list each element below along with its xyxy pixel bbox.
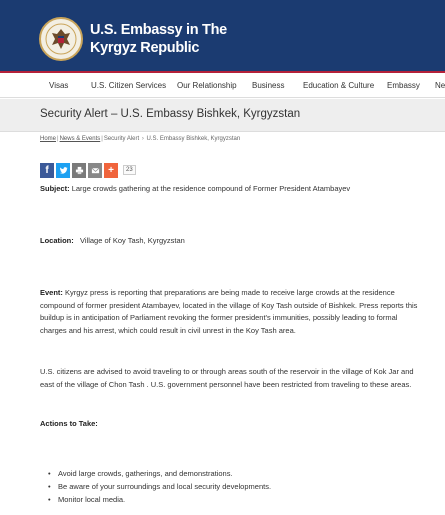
list-item: • Monitor local media.	[48, 493, 271, 506]
nav-item-news[interactable]: Ne	[435, 81, 445, 90]
list-item: • Avoid large crowds, gatherings, and demonstrations.	[48, 467, 271, 480]
subject-label: Subject:	[40, 184, 70, 193]
subject-text: Large crowds gathering at the residence compound of Former President Atambayev	[71, 184, 351, 193]
site-title-line1: U.S. Embassy in The	[90, 22, 227, 38]
breadcrumb-news-events[interactable]: News & Events	[59, 136, 101, 142]
nav-item-embassy[interactable]: Embassy	[387, 81, 420, 90]
site-header	[0, 0, 445, 73]
breadcrumb-home[interactable]: Home	[40, 136, 57, 142]
share-bar	[40, 162, 136, 178]
breadcrumb-security-alert[interactable]: Security Alert	[103, 136, 140, 142]
page-title-bar	[0, 99, 445, 132]
advice-paragraph	[40, 366, 420, 391]
twitter-icon[interactable]	[56, 163, 70, 178]
nav-item-business[interactable]: Business	[252, 81, 285, 90]
actions-heading	[40, 418, 420, 431]
actions-label: Actions to Take:	[40, 419, 98, 428]
print-icon[interactable]	[72, 163, 86, 178]
event-paragraph	[40, 287, 420, 337]
breadcrumb-current: U.S. Embassy Bishkek, Kyrgyzstan	[146, 136, 241, 142]
nav-item-visas[interactable]: Visas	[49, 81, 69, 90]
plus-icon[interactable]: +	[104, 163, 118, 178]
site-title-line2: Kyrgyz Republic	[90, 40, 200, 56]
email-icon[interactable]	[88, 163, 102, 178]
header-stripe	[0, 71, 445, 73]
advice-text: U.S. citizens are advised to avoid traveling to or through areas south of the reservoir in the village of Kok Jar and east of the village of Chon Tash . U.S. government personnel have been restricted from traveling to these areas.	[40, 367, 414, 389]
event-text: Kyrgyz press is reporting that preparations are being made to receive large crowds at the residence compound of former president Atambayev, located in the village of Koy Tash outside of Bishkek. Press reports this buildup is in anticipation of Parliament revoking the former president's immunities, possibly leading to formal charges and his arrest, which could result in civil unrest in the Koy Tash area.	[40, 288, 418, 335]
breadcrumb: Home|News & Events|Security Alert › U.S. Embassy Bishkek, Kyrgyzstan	[40, 136, 241, 142]
nav-item-us-citizen-services[interactable]: U.S. Citizen Services	[91, 81, 167, 90]
embassy-seal-icon[interactable]	[39, 17, 83, 61]
subject-line	[40, 183, 420, 196]
location-label: Location:	[40, 236, 74, 245]
list-item: • Be aware of your surroundings and local security developments.	[48, 480, 271, 493]
page-title: Security Alert – U.S. Embassy Bishkek, Kyrgyzstan	[40, 108, 301, 120]
nav-item-our-relationship[interactable]: Our Relationship	[177, 81, 237, 90]
site-title[interactable]	[90, 21, 227, 57]
location-text: Village of Koy Tash, Kyrgyzstan	[80, 236, 185, 245]
share-count: 23	[123, 165, 136, 175]
location-line	[40, 235, 420, 248]
event-label: Event:	[40, 288, 63, 297]
main-nav	[0, 74, 445, 98]
nav-item-education-culture[interactable]: Education & Culture	[303, 81, 375, 90]
actions-list	[48, 467, 271, 506]
facebook-icon[interactable]: f	[40, 163, 54, 178]
